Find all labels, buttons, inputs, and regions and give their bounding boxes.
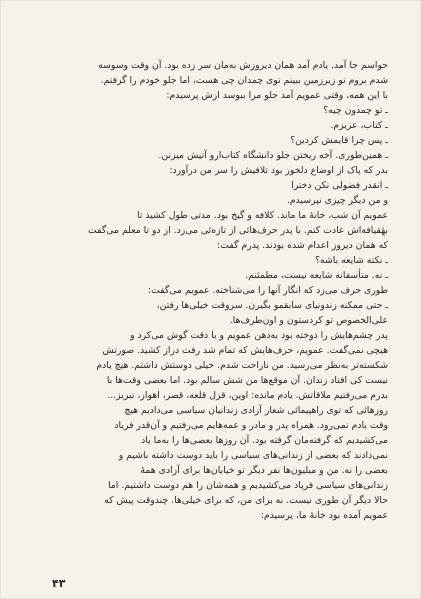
- text-line: بدرم می‌رفتیم ملاقاتش. یادم مانده: اوین، قزل قلعه، قصر، اهواز، تبریز...: [107, 390, 388, 401]
- text-line: حالا دیگر آن طوری نیست. نه برای من، که برای خیلی‌ها. چندوقت پیش که: [104, 495, 388, 506]
- text-line: ـ همین‌طوری. آخه ریختن جلو دانشگاه کتاب‌ارو آتیش میزنن.: [158, 150, 388, 161]
- text-line: با این همه، وقتی عمویم آمد جلو مرا ببوسد ازش پرسیدم:: [166, 90, 388, 101]
- text-line: ـ نه. متأسفانه شایعه نیست، مطمئنم.: [245, 270, 388, 281]
- text-line: وقت یادم نمی‌رود. همراه پدر و مادر و عمه‌هایم می‌رفتیم و آن‌قدر فریاد: [114, 420, 388, 431]
- text-line: هیچی نمی‌گفت. عمویم، حرف‌هایش که تمام شد رفت دراز کشید. صورتش: [102, 345, 388, 356]
- body-text: [34, 58, 388, 573]
- text-line: عمویم آن شب، خانهٔ ما ماند. کلافه و گیج بود. مدتی طول کشید تا: [136, 210, 388, 221]
- text-line: بعضی را نه. من و میلیون‌ها نفر دیگر تو خیابان‌ها برای آزادی همهٔ: [140, 465, 388, 476]
- text-line: علی‌الخصوص تو کردستون و اون‌طرف‌ها.: [229, 315, 388, 326]
- text-line: که همان دیروز اعدام شده بودند. پدرم گفت:: [217, 240, 388, 251]
- text-line: شکسته‌تر به‌نظر می‌رسید. من ناراحت شدم. خیلی دوستش داشتم. هیچ یادم: [96, 360, 388, 371]
- text-line: پدر چشم‌هایش را دوخته بود به‌دهن عمویم و با دقت گوش می‌کرد و: [130, 330, 388, 341]
- text-line: بهٔقیافه‌اش عادت کنم. با پدر حرف‌هائی از تازه‌ئی می‌زد. از دو تا معلم می‌گفت: [88, 225, 388, 236]
- page-number: ۴۳: [52, 577, 66, 590]
- text-line: نمی‌دادند که بعضی از زندانی‌های سیاسی را باید دوست داشته باشیم و: [118, 450, 388, 461]
- text-line: طوری حرف می‌زد که انگار آنها را می‌شناخته. عمویم می‌گفت:: [147, 285, 388, 296]
- text-line: نیست کی افتاد زندان. آن موقع‌ها من شش سالم بود. اما بعضی وقت‌ها با: [106, 375, 388, 386]
- text-line: ـ نکته شایعه باشه؟: [315, 255, 388, 266]
- text-line: عمویم آمده بود خانهٔ ما، پرسیدم:: [260, 510, 388, 521]
- text-line: می‌کشیدیم که گرفته‌مان گرفته بود. آن روزها بعضی‌ها را به‌ما یاد: [141, 435, 388, 446]
- text-line: روزهائی که توی راهپیمائی شعار آزادی زندانیان سیاسی می‌دادیم هیچ: [124, 405, 388, 416]
- text-line: ـ کتاب، عزیزم.: [330, 120, 388, 131]
- text-line: حواسم جا آمد. یادم آمد همان دیروزش به‌مان سر زده بود. آن وقت وسوسه: [98, 60, 388, 71]
- text-line: ـ پس چرا قایمش کردین؟: [290, 135, 388, 146]
- text-line: ـ حتی ممکنه زندونیای سابقمو بگیرن. سروقت خیلی‌ها رفتن،: [156, 300, 388, 311]
- text-line: شدم بروم تو زیرزمین ببینم توی چمدان چی هست، اما جلو خودم را گرفتم.: [100, 75, 388, 86]
- text-line: ـ تو چمدون چیه؟: [323, 105, 388, 116]
- text-line: بدر که پاک از اوضاع دلخور بود تلافیش را سر من درآورد:: [169, 165, 388, 176]
- text-line: ـ انقدر فضولی نکن دخترا: [291, 180, 388, 191]
- text-line: و من دیگر چیزی نپرسیدم.: [286, 195, 388, 206]
- text-line: زندانی‌های سیاسی فریاد می‌کشیدیم و همه‌شان را هم دوست داشتیم. اما: [107, 480, 388, 491]
